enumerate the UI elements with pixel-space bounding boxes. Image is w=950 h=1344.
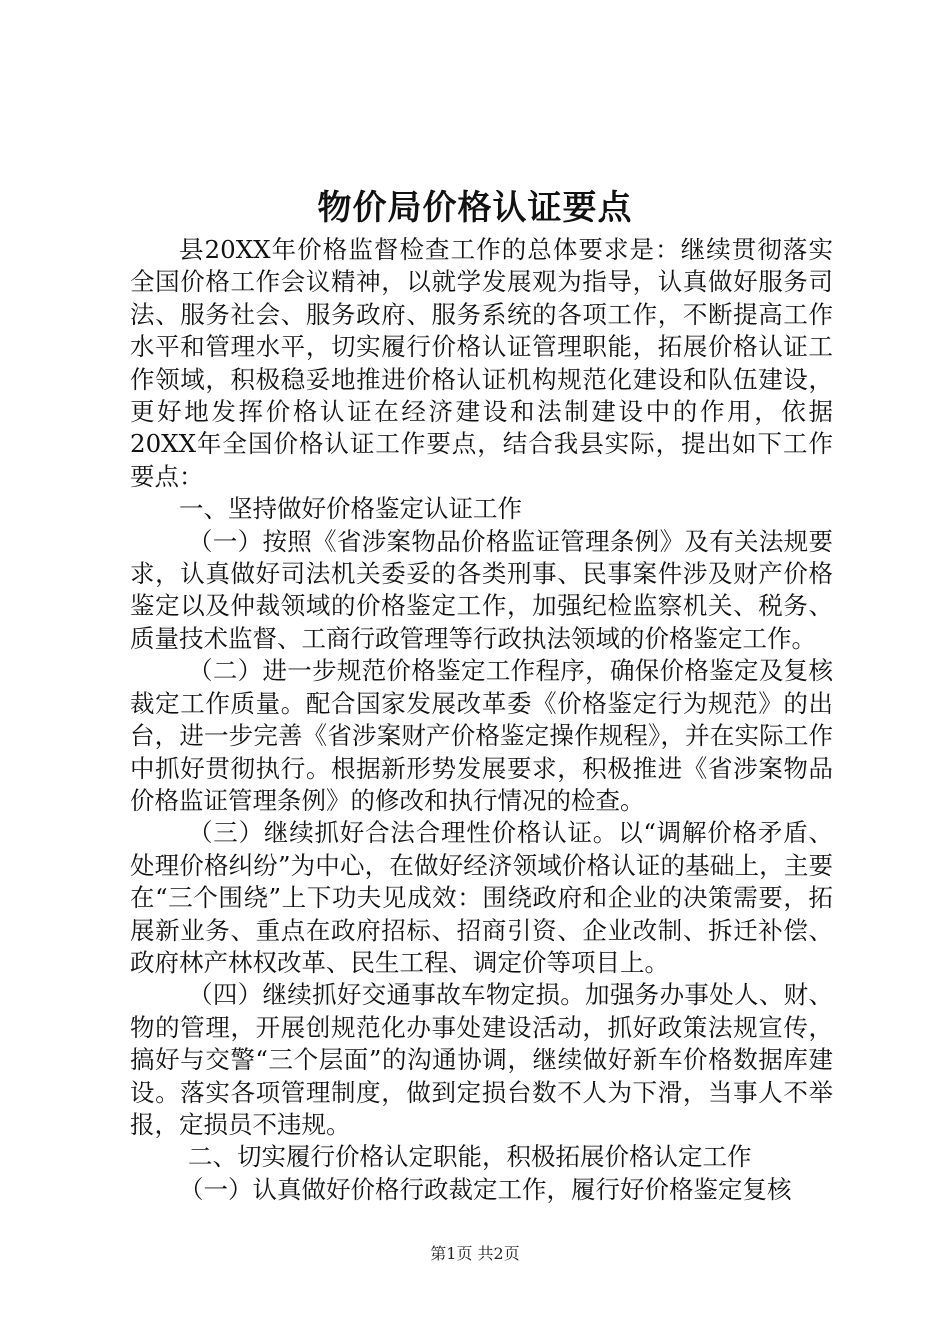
paragraph-1-1: （一）按照《省涉案物品价格监证管理条例》及有关法规要求，认真做好司法机关委妥的各类刑事、民事案件涉及财产价格鉴定以及仲裁领域的价格鉴定工作，加强纪检监察机关、税务、质量技术监督、工商行政管理等行政执法领域的价格鉴定工作。 (130, 526, 833, 653)
paragraph-1-3: （三）继续抓好合法合理性价格认证。以“调解价格矛盾、处理价格纠纷”为中心，在做好经济领域价格认证的基础上，主要在“三个围绕”上下功夫见成效：围绕政府和企业的决策需要，拓展新业务、重点在政府招标、招商引资、企业改制、拆迁补偿、政府林产林权改革、民生工程、调定价等项目上。 (130, 818, 833, 977)
paragraph-2-1: （一）认真做好价格行政裁定工作，履行好价格鉴定复核 (179, 1174, 792, 1204)
intro-paragraph: 县20XX年价格监督检查工作的总体要求是：继续贯彻落实全国价格工作会议精神，以就学发展观为指导，认真做好服务司法、服务社会、服务政府、服务系统的各项工作，不断提高工作水平和管理水平，切实履行价格认证管理职能，拓展价格认证工作领域，积极稳妥地推进价格认证机构规范化建设和队伍建设，更好地发挥价格认证在经济建设和法制建设中的作用，依据20XX年全国价格认证工作要点，结合我县实际，提出如下工作要点： (130, 235, 833, 491)
document-body (130, 234, 833, 1206)
section-heading-2: 二、切实履行价格认定职能，积极拓展价格认定工作 (188, 1142, 752, 1172)
section-heading-1: 一、坚持做好价格鉴定认证工作 (179, 494, 522, 524)
document-title: 物价局价格认证要点 (317, 188, 633, 228)
paragraph-1-2: （二）进一步规范价格鉴定工作程序，确保价格鉴定及复核裁定工作质量。配合国家发展改革委《价格鉴定行为规范》的出台，进一步完善《省涉案财产价格鉴定操作规程》，并在实际工作中抓好贯彻执行。根据新形势发展要求，积极推进《省涉案物品价格监证管理条例》的修改和执行情况的检查。 (130, 656, 833, 815)
paragraph-1-4: （四）继续抓好交通事故车物定损。加强务办事处人、财、物的管理，开展创规范化办事处建设活动，抓好政策法规宣传，搞好与交警“三个层面”的沟通协调，继续做好新车价格数据库建设。落实各项管理制度，做到定损台数不人为下滑，当事人不举报，定损员不违规。 (130, 980, 833, 1139)
page-number-footer: 第1页 共2页 (430, 1244, 520, 1263)
